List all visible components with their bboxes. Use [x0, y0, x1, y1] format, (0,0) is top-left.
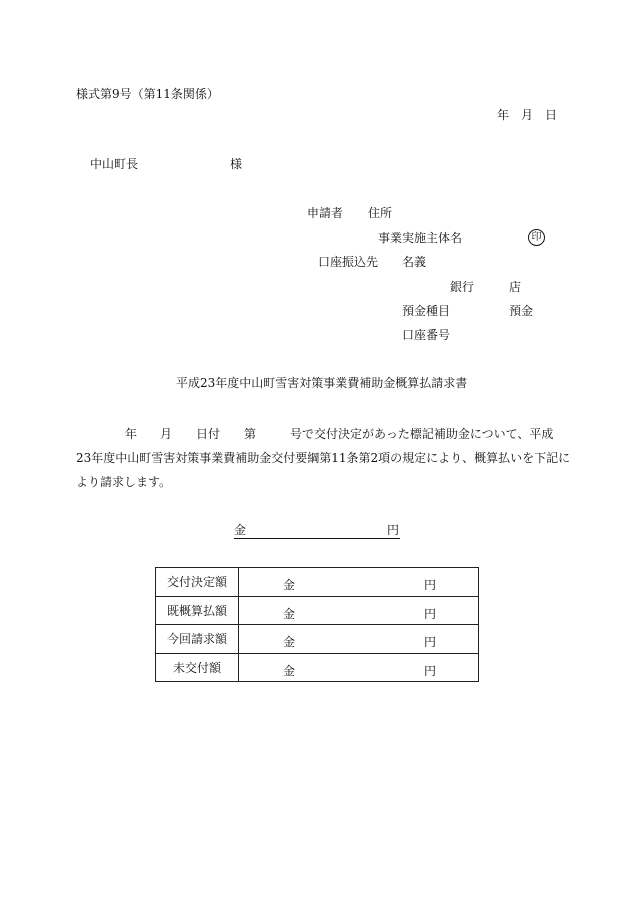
bank-label: 銀行 — [450, 280, 475, 294]
account-number-label: 口座番号 — [402, 328, 451, 342]
row-value — [239, 653, 479, 682]
table-row — [156, 625, 479, 654]
addressee-name: 中山町長 — [90, 157, 139, 171]
deposit-type-label: 預金種目 — [402, 304, 451, 318]
table-row — [156, 596, 479, 625]
holder-label: 名義 — [402, 255, 427, 269]
row-label: 今回請求額 — [156, 625, 239, 654]
body-number-prefix: 第 — [244, 427, 257, 441]
deposit-suffix: 預金 — [509, 304, 534, 318]
document-title: 平成23年度中山町雪害対策事業費補助金概算払請求書 — [176, 376, 468, 390]
amount-table — [155, 567, 479, 682]
entity-label: 事業実施主体名 — [378, 231, 463, 245]
row-kin: 金 — [283, 663, 296, 678]
row-yen: 円 — [424, 663, 437, 678]
row-value — [239, 568, 479, 597]
body-line3: より請求します。 — [76, 475, 172, 489]
amount-yen: 円 — [387, 523, 400, 537]
row-yen: 円 — [424, 635, 437, 649]
date-line: 年 月 日 — [497, 108, 558, 122]
row-value — [239, 625, 479, 654]
row-kin: 金 — [283, 578, 296, 592]
row-yen: 円 — [424, 606, 437, 621]
branch-label: 店 — [509, 280, 522, 294]
row-label: 未交付額 — [156, 653, 239, 682]
amount-kin: 金 — [234, 523, 247, 537]
form-number: 様式第9号（第11条関係） — [76, 87, 219, 101]
row-value — [239, 596, 479, 625]
seal-mark: 印 — [528, 229, 545, 246]
table-row — [156, 653, 479, 682]
row-kin: 金 — [283, 635, 296, 649]
bank-transfer-label: 口座振込先 — [318, 255, 379, 269]
body-year: 年 — [125, 427, 138, 441]
amount-underline — [234, 538, 400, 539]
body-day: 日付 — [196, 427, 221, 441]
addressee-honorific: 様 — [230, 157, 243, 171]
table-row — [156, 568, 479, 597]
body-month: 月 — [160, 427, 173, 441]
body-line1-text: 号で交付決定があった標記補助金について、平成 — [290, 427, 554, 441]
row-label: 既概算払額 — [156, 596, 239, 625]
row-yen: 円 — [424, 578, 437, 592]
address-label: 住所 — [368, 206, 393, 220]
row-kin: 金 — [283, 606, 296, 621]
body-line2: 23年度中山町雪害対策事業費補助金交付要綱第11条第2項の規定により、概算払いを下記に — [76, 451, 571, 465]
row-label: 交付決定額 — [156, 568, 239, 597]
applicant-label: 申請者 — [307, 206, 344, 220]
